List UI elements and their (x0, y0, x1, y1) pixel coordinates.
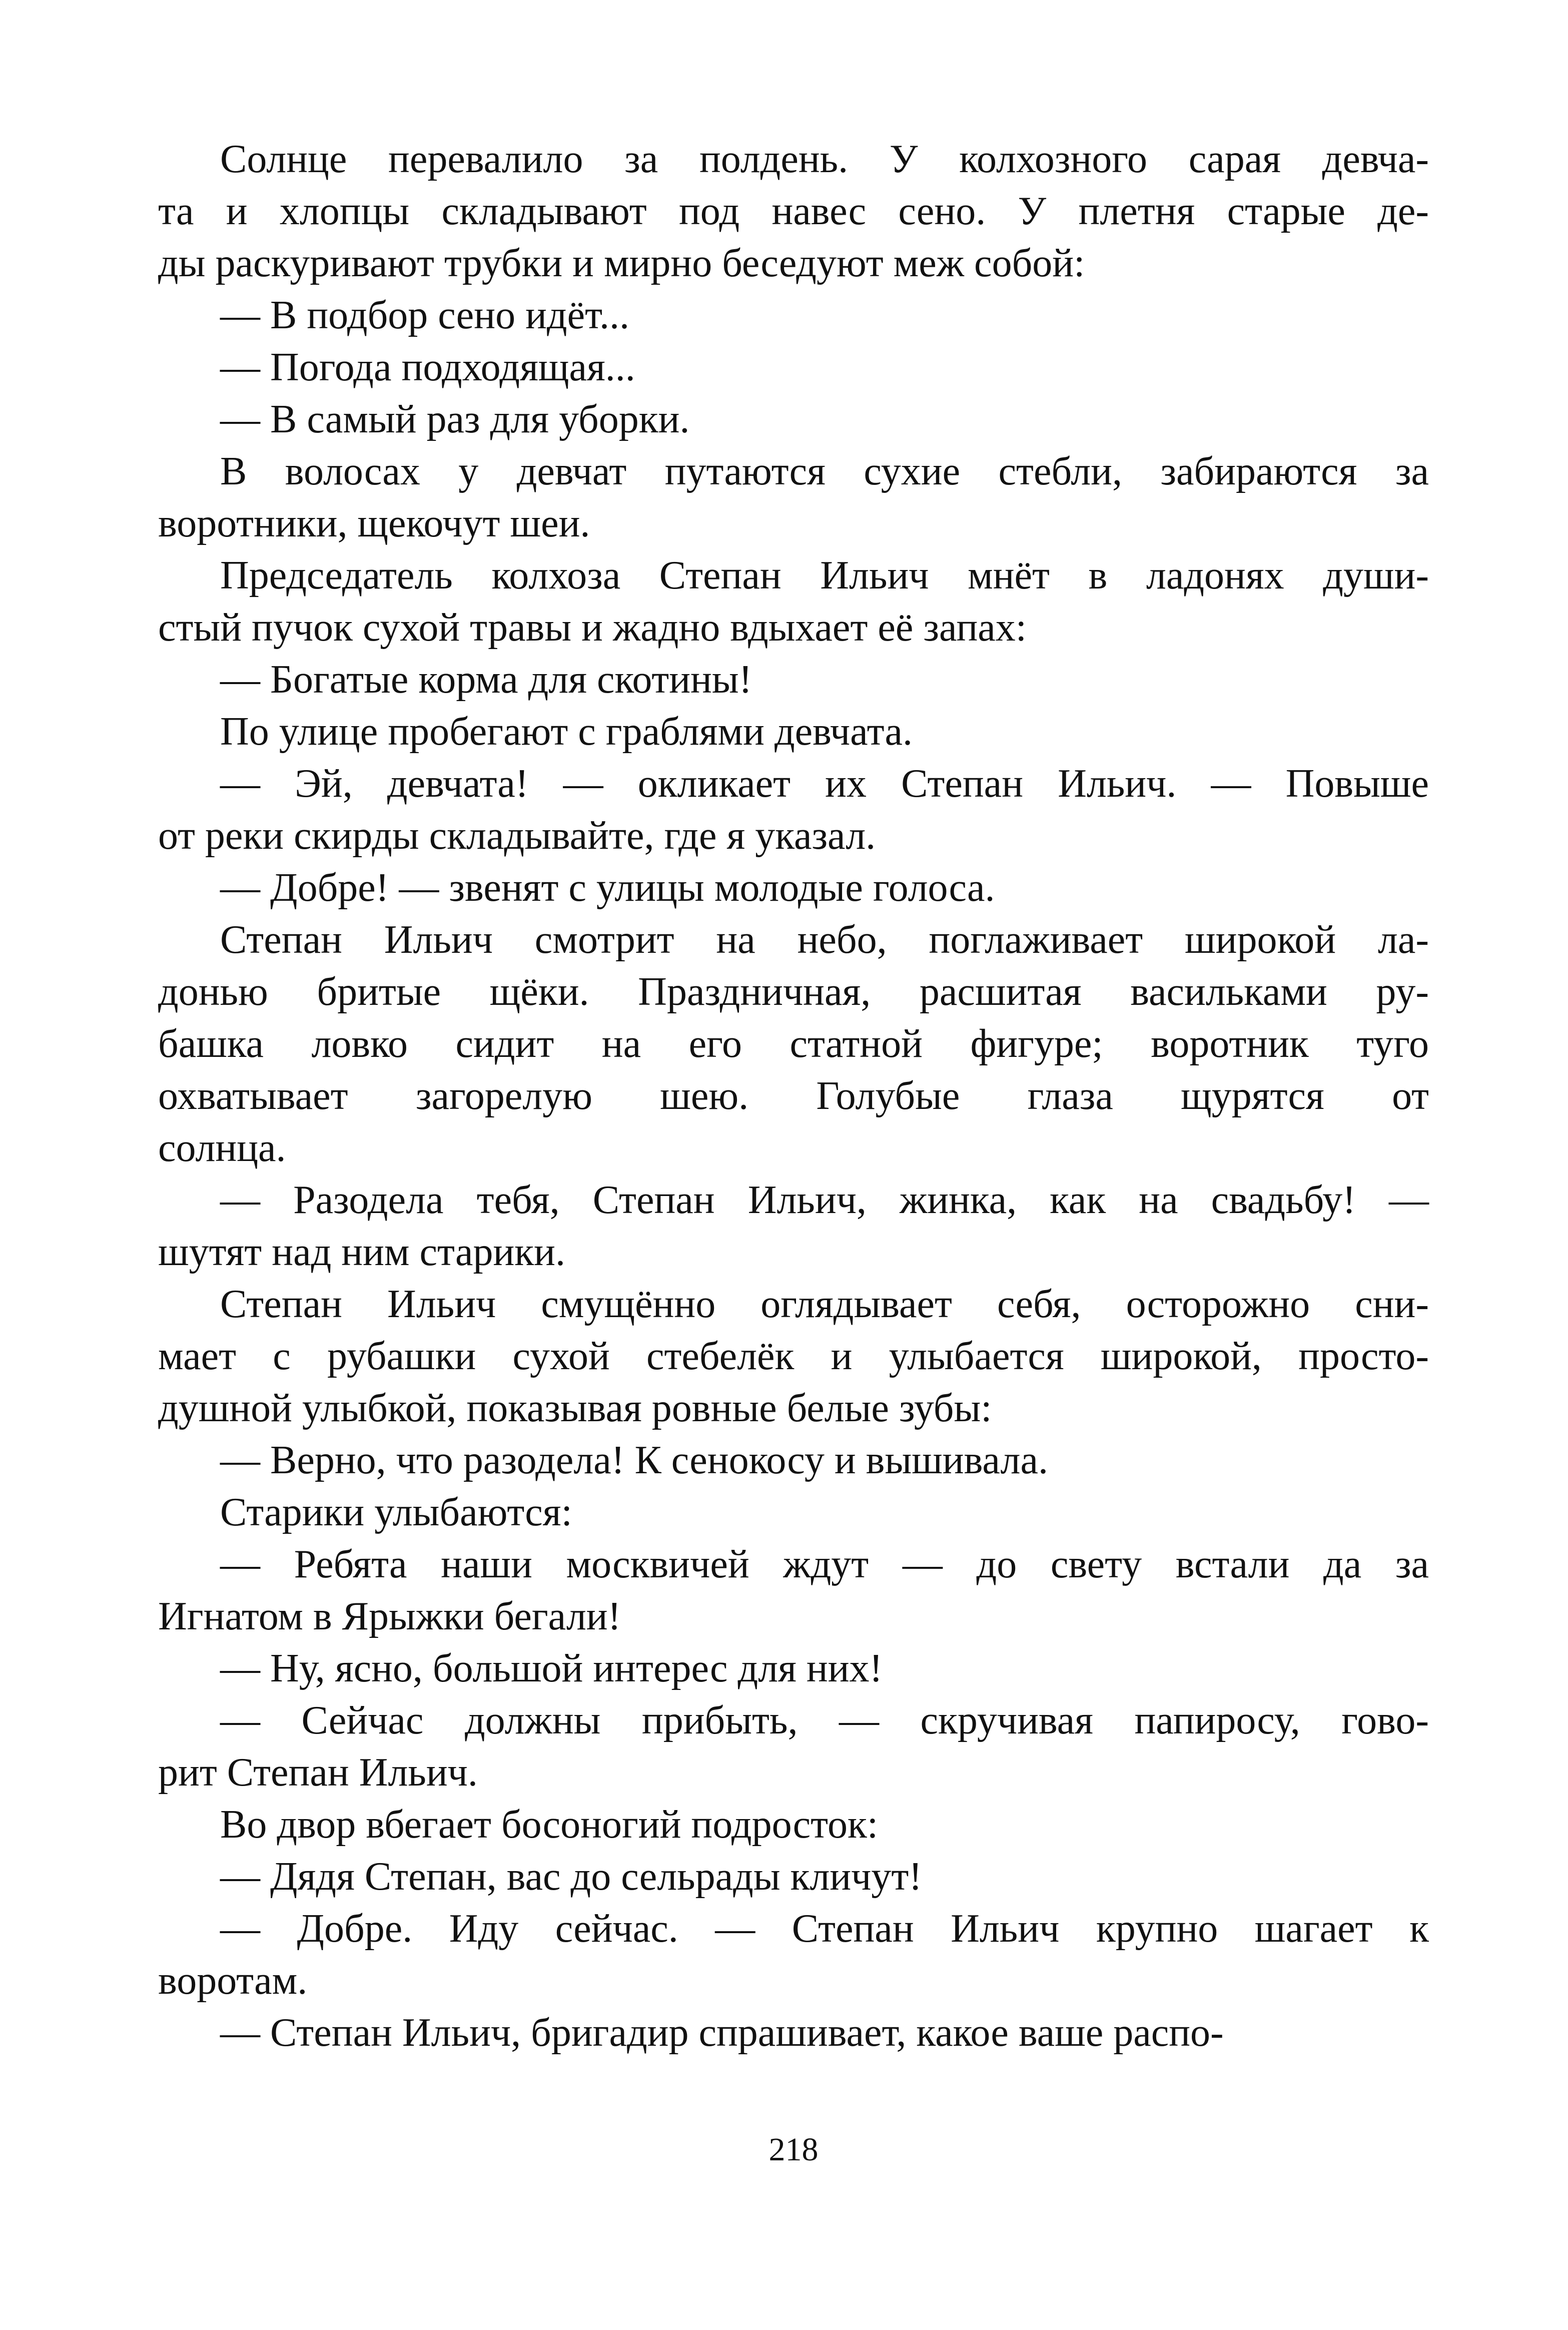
text-line: — Добре. Иду сейчас. — Степан Ильич крупно шагает к (220, 1907, 1429, 1951)
text-line: — Эй, девчата! — окликает их Степан Ильич. — Повыше (220, 762, 1429, 806)
paragraph (158, 1903, 1429, 2007)
text-line: — Ну, ясно, большой интерес для них! (220, 1646, 883, 1690)
text-line: — В подбор сено идёт... (220, 293, 630, 337)
text-line: башка ловко сидит на его статной фигуре; воротник туго (158, 1022, 1429, 1066)
text-line: Солнце перевалило за полдень. У колхозного сарая девча- (220, 137, 1429, 181)
paragraph (158, 393, 1429, 445)
text-line: — Верно, что разодела! К сенокосу и вышивала. (220, 1438, 1048, 1482)
paragraph (158, 1278, 1429, 1434)
page-number: 218 (768, 2131, 819, 2168)
paragraph (158, 706, 1429, 758)
text-line: — Ребята наши москвичей ждут — до свету встали да за (220, 1542, 1429, 1586)
text-line: воротники, щекочут шеи. (158, 501, 590, 545)
paragraph (158, 1851, 1429, 1903)
body-text (158, 133, 1429, 2059)
text-line: По улице пробегают с граблями девчата. (220, 710, 913, 754)
paragraph (158, 445, 1429, 549)
paragraph (158, 549, 1429, 654)
paragraph (158, 1174, 1429, 1278)
text-line: Игнатом в Ярыжки бегали! (158, 1594, 621, 1638)
text-line: Старики улыбаются: (220, 1490, 572, 1534)
paragraph (158, 1799, 1429, 1851)
text-line: Степан Ильич смотрит на небо, поглаживает широкой ла- (220, 918, 1429, 962)
text-line: та и хлопцы складывают под навес сено. У плетня старые де- (158, 189, 1429, 233)
text-line: Степан Ильич смущённо оглядывает себя, осторожно сни- (220, 1282, 1429, 1326)
text-line: душной улыбкой, показывая ровные белые зубы: (158, 1386, 992, 1430)
paragraph (158, 654, 1429, 706)
paragraph (158, 289, 1429, 341)
paragraph (158, 1642, 1429, 1694)
text-line: рит Степан Ильич. (158, 1751, 478, 1795)
text-line: В волосах у девчат путаются сухие стебли, забираются за (220, 449, 1429, 493)
text-line: — Богатые корма для скотины! (220, 658, 752, 702)
paragraph (158, 1486, 1429, 1538)
text-line: — Сейчас должны прибыть, — скручивая папиросу, гово- (220, 1698, 1429, 1742)
text-line: охватывает загорелую шею. Голубые глаза щурятся от (158, 1074, 1429, 1118)
text-line: Председатель колхоза Степан Ильич мнёт в ладонях души- (220, 553, 1429, 598)
text-line: мает с рубашки сухой стебелёк и улыбается широкой, просто- (158, 1334, 1429, 1378)
text-line: — Степан Ильич, бригадир спрашивает, какое ваше распо- (220, 2011, 1224, 2055)
paragraph (158, 133, 1429, 289)
text-line: — Погода подходящая... (220, 345, 635, 389)
text-line: донью бритые щёки. Праздничная, расшитая васильками ру- (158, 970, 1429, 1014)
text-line: стый пучок сухой травы и жадно вдыхает её запах: (158, 606, 1027, 650)
text-line: — В самый раз для уборки. (220, 397, 690, 441)
book-page (158, 133, 1429, 2285)
text-line: воротам. (158, 1959, 308, 2003)
text-line: — Добре! — звенят с улицы молодые голоса. (220, 866, 995, 910)
paragraph (158, 1434, 1429, 1486)
paragraph (158, 914, 1429, 1174)
text-line: — Дядя Степан, вас до сельрады кличут! (220, 1855, 923, 1899)
text-line: солнца. (158, 1126, 286, 1170)
paragraph (158, 2007, 1429, 2059)
text-line: ды раскуривают трубки и мирно беседуют меж собой: (158, 241, 1085, 285)
text-line: шутят над ним старики. (158, 1230, 565, 1274)
text-line: от реки скирды складывайте, где я указал. (158, 814, 876, 858)
paragraph (158, 341, 1429, 393)
paragraph (158, 862, 1429, 914)
paragraph (158, 758, 1429, 862)
paragraph (158, 1538, 1429, 1642)
text-line: — Разодела тебя, Степан Ильич, жинка, как на свадьбу! — (220, 1178, 1429, 1222)
paragraph (158, 1694, 1429, 1799)
text-line: Во двор вбегает босоногий подросток: (220, 1803, 879, 1847)
